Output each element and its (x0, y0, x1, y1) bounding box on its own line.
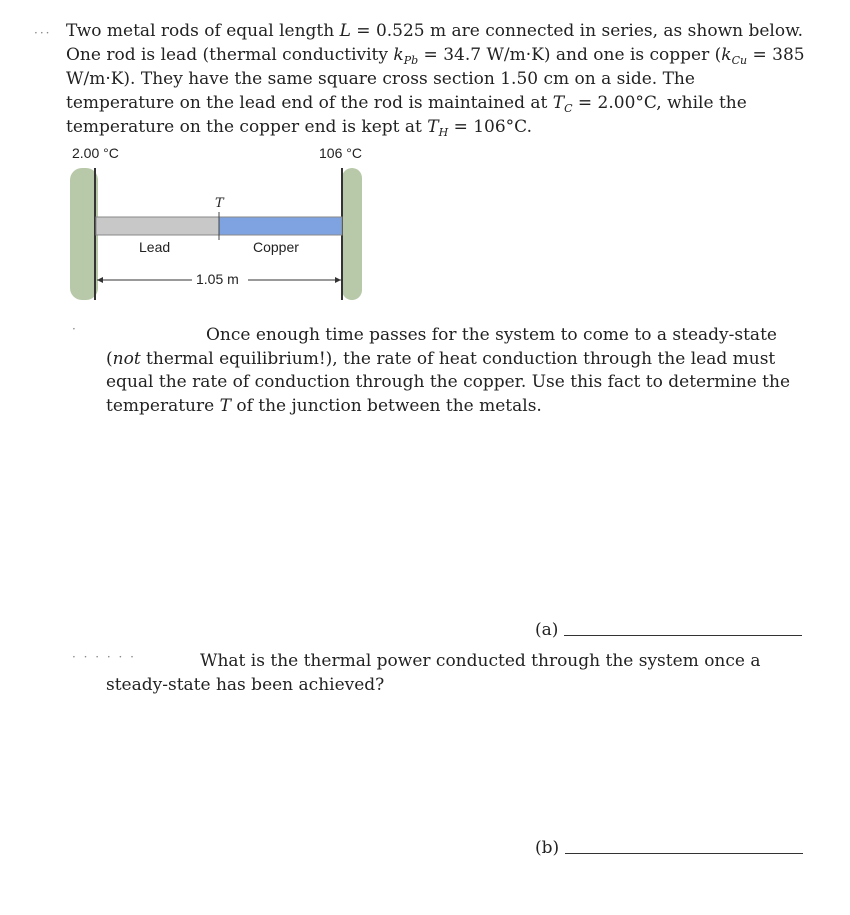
right-temperature-label: 106 °C (319, 145, 362, 161)
problem-text-2: = 0.525 m are connected in series, as shown below. One rod is lead (thermal conductivity (66, 21, 804, 65)
part-b-question (106, 650, 806, 697)
lead-label: Lead (139, 239, 171, 255)
problem-text-3: = 34.7 W/m·K) and one is copper ( (418, 44, 722, 65)
right-wall (342, 168, 362, 300)
problem-text-1: Two metal rods of equal length (66, 21, 340, 41)
problem-text-4: = 385 W/m·K). They have the same square cross section 1.50 cm on a side. The temperature on the lead end of the rod is maintained at (66, 44, 805, 113)
junction-symbol: T (219, 395, 231, 416)
left-temperature-label: 2.00 °C (72, 145, 119, 161)
part-a-question (106, 324, 806, 418)
problem-statement (66, 20, 806, 141)
rod-figure (66, 140, 386, 310)
answer-b-label: (b) (535, 838, 560, 858)
answer-a (535, 620, 802, 640)
length-symbol: L (339, 21, 351, 41)
left-wall (70, 168, 98, 300)
length-label: 1.05 m (196, 271, 239, 287)
tc-subscript: C (564, 101, 573, 115)
copper-rod (219, 217, 342, 235)
lead-rod (96, 217, 219, 235)
k-lead-subscript: Pb (403, 53, 419, 67)
tc-symbol: T (552, 92, 565, 113)
k-copper-symbol: k (721, 44, 732, 65)
answer-a-field[interactable] (564, 634, 802, 636)
part-a-emphasis: not (112, 348, 141, 369)
decorative-dots-3: · · · · · · (72, 650, 136, 664)
th-symbol: T (427, 117, 439, 137)
answer-b-field[interactable] (565, 852, 803, 854)
th-subscript: H (438, 126, 449, 139)
k-lead-symbol: k (393, 44, 404, 65)
k-copper-subscript: Cu (731, 53, 748, 67)
part-a-text-2: thermal equilibrium!), the rate of heat conduction through the lead must equal the rate of conduction through the copper. Use this fact to determine the temperature (106, 348, 791, 416)
problem-text-5: = 2.00°C, while the temperature on the copper end is kept at (66, 92, 747, 137)
decorative-dot-2: · (72, 322, 78, 336)
problem-text-6: = 106°C. (448, 117, 532, 137)
part-a-text-1: Once enough time passes for the system to come to a steady-state ( (106, 325, 777, 369)
decorative-dots-1: ··· (34, 26, 52, 40)
part-a-text-3: of the junction between the metals. (230, 395, 542, 416)
dimension-arrow-right (335, 277, 341, 283)
copper-label: Copper (253, 239, 299, 255)
junction-temperature-label: T (215, 196, 224, 211)
answer-b (535, 838, 803, 858)
part-b-text: What is the thermal power conducted through the system once a steady-state has been achieved? (106, 651, 761, 695)
answer-a-label: (a) (535, 620, 559, 640)
